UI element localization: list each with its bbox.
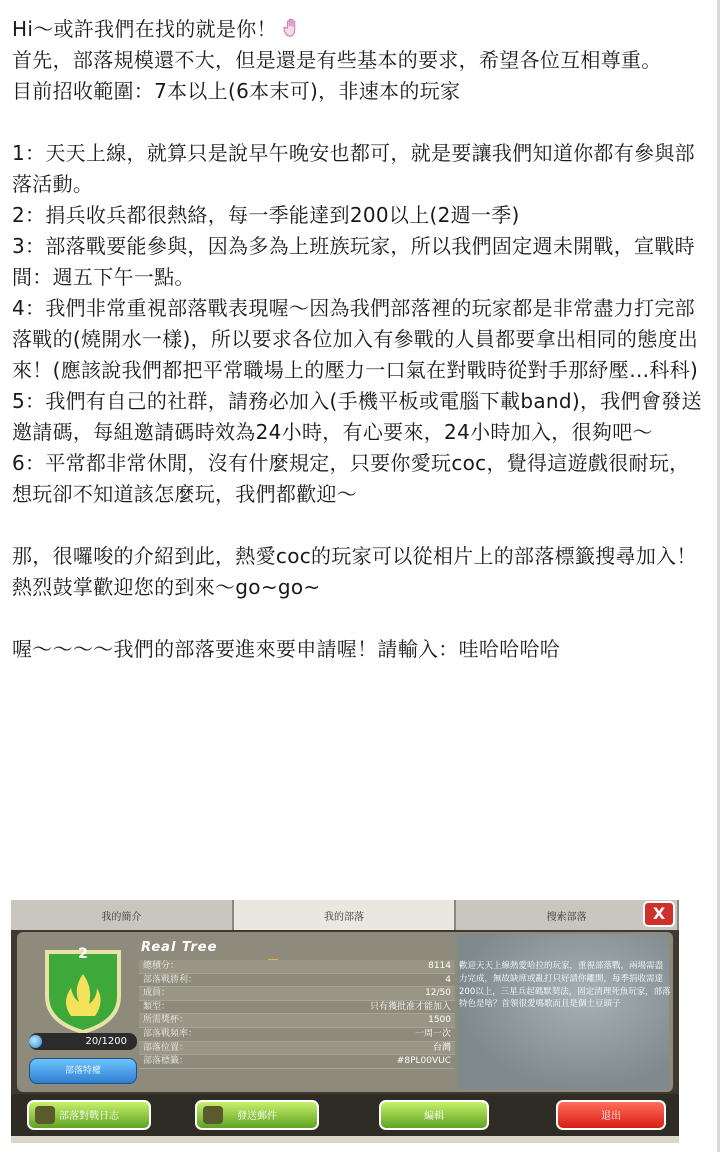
apply-text: 喔～～～～我們的部落要進來要申請喔！請輸入：哇哈哈哈哈 (12, 637, 561, 661)
world-map-background (457, 934, 669, 1090)
rule-5: 5：我們有自己的社群，請務必加入(手機平板或電腦下載band)，我們會發送邀請碼，每組邀請碼時效為24小時，有心要來，24小時加入，很夠吧～ (12, 389, 702, 444)
stat-row: 部落位置： 台灣 (139, 1042, 455, 1056)
clan-level: 2 (78, 946, 88, 962)
stat-row: 部落戰勝利： 4 (139, 974, 455, 988)
intro-line: 首先，部落規模還不大，但是還是有些基本的要求，希望各位互相尊重。 (12, 48, 662, 72)
clan-description: 歡迎天天上線熱愛哈拉的玩家，重視部落戰，兩場需盡力完成，無故缺席或亂打只好請你離開，每季捐收需達200以上，三星兵起碼默契法，固定清理死魚玩家，部落特色是啥？首領很愛嗎歌而且是個土豆頭子 (459, 961, 671, 1010)
tab-profile[interactable]: 我的簡介 (11, 900, 234, 930)
stat-row: 成員： 12/50 (139, 987, 455, 1001)
stat-row: 部落戰頻率： 一周一次 (139, 1028, 455, 1042)
mail-icon (203, 1106, 223, 1124)
stat-row: 總積分： 8114 (139, 960, 455, 974)
swords-icon (35, 1106, 55, 1124)
greeting: Hi～或許我們在找的就是你！ (12, 14, 702, 45)
clan-name: Real Tree (141, 940, 218, 955)
war-log-button[interactable]: 部落對戰日志 (27, 1100, 151, 1130)
clan-perks-button[interactable]: 部落特權 (29, 1058, 137, 1084)
clan-stats (139, 960, 455, 1069)
stat-row: 部落標籤： #8PL00VUC (139, 1055, 455, 1069)
post-body (12, 14, 702, 665)
waving-hand-icon (281, 17, 303, 39)
stat-row: 所需獎杯： 1500 (139, 1014, 455, 1028)
rule-1: 1：天天上線，就算只是說早午晚安也都可，就是要讓我們知道你都有參與部落活動。 (12, 141, 695, 196)
tab-search-clan[interactable]: 搜索部落 (456, 900, 679, 930)
game-screenshot[interactable] (11, 900, 679, 1143)
gem-icon (29, 1035, 42, 1048)
clan-points-bar: 20/1200 (29, 1033, 137, 1050)
leave-button[interactable]: 退出 (556, 1100, 666, 1130)
rule-4: 4：我們非常重視部落戰表現喔～因為我們部落裡的玩家都是非常盡力打完部落戰的(燒開水一樣)，所以要求各位加入有參戰的人員都要拿出相同的態度出來！(應該說我們都把平常職場上的壓力一口氣在對戰時從對手那紓壓…科科) (12, 296, 699, 382)
stat-row: 類型： 只有獲批准才能加入 (139, 1001, 455, 1015)
close-button[interactable]: X (643, 901, 675, 927)
bottom-strip (11, 1136, 679, 1143)
closing-text: 那，很囉唆的介紹到此，熱愛coc的玩家可以從相片上的部落標籤搜尋加入！熱烈鼓掌歡迎您的到來～go~go~ (12, 544, 697, 599)
send-mail-button[interactable]: 發送郵件 (195, 1100, 319, 1130)
tab-my-clan[interactable]: 我的部落 (234, 900, 457, 930)
rule-2: 2：捐兵收兵都很熱絡，每一季能達到200以上(2週一季) (12, 203, 520, 227)
rule-6: 6：平常都非常休閒，沒有什麼規定，只要你愛玩coc，覺得這遊戲很耐玩，想玩卻不知道該怎麼玩，我們都歡迎～ (12, 451, 690, 506)
rule-3: 3：部落戰要能參與，因為多為上班族玩家，所以我們固定週未開戰，宣戰時間：週五下午一點。 (12, 234, 695, 289)
recruit-range: 目前招收範圍：7本以上(6本末可)，非速本的玩家 (12, 79, 461, 103)
game-tab-bar (11, 900, 679, 930)
edit-button[interactable]: 編輯 (379, 1100, 489, 1130)
